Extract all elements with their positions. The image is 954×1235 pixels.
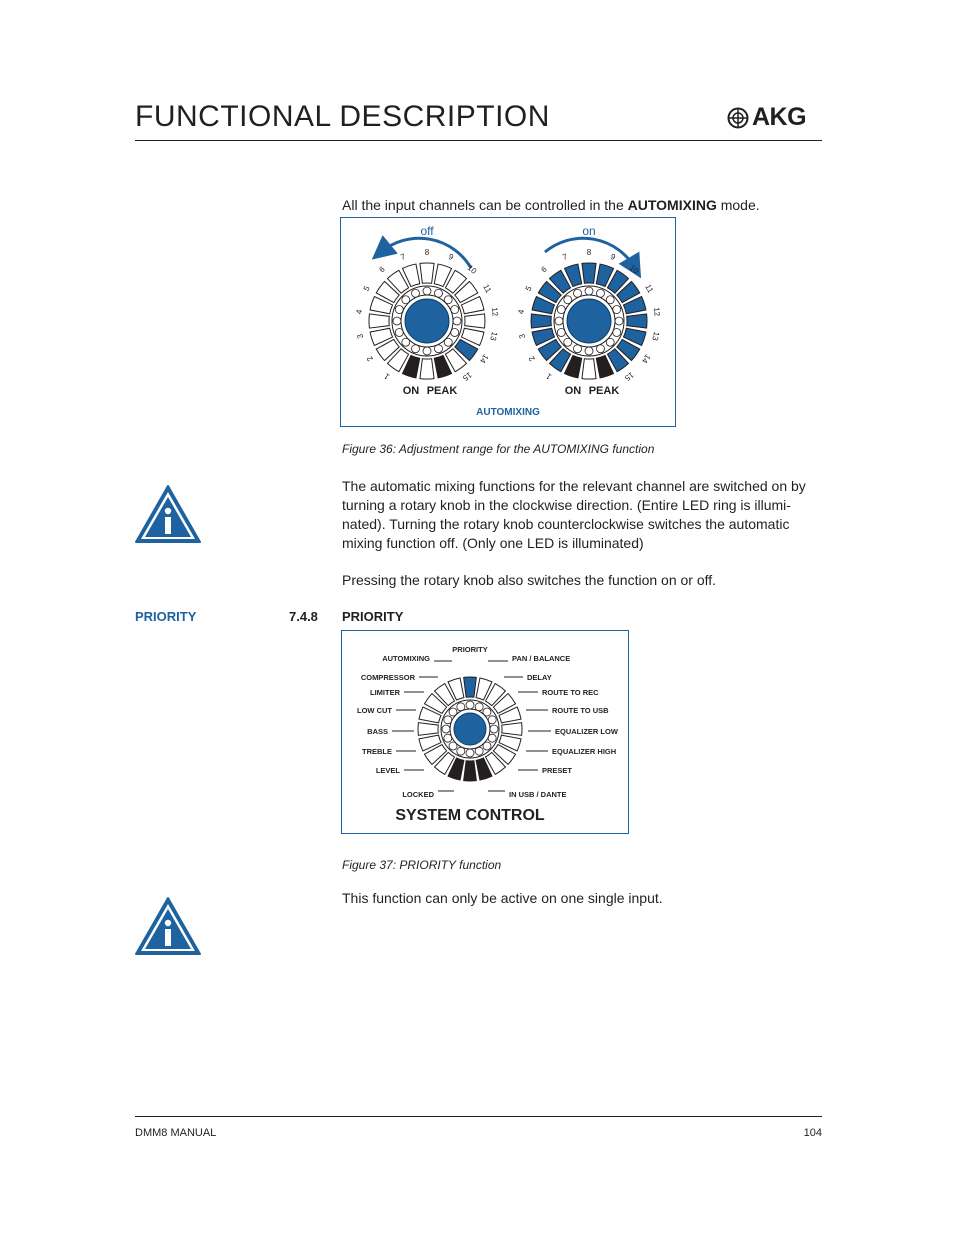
knob-ridge <box>423 287 431 295</box>
knob-ridge <box>442 725 450 733</box>
intro-paragraph <box>342 196 822 215</box>
scale-number: 15 <box>460 370 474 383</box>
scale-number: 3 <box>517 333 528 340</box>
note-1-line: nated). Turning the rotary knob counterclockwise switches the automatic <box>342 516 790 532</box>
figure-36-box <box>340 217 676 427</box>
knob-ridge <box>490 725 498 733</box>
label-equalizer-low: EQUALIZER LOW <box>555 727 618 736</box>
peak-led-label-right: PEAK <box>588 385 620 397</box>
section-number: 7.4.8 <box>289 609 318 624</box>
system-control-diagram <box>342 631 628 833</box>
off-label: off <box>420 224 434 238</box>
automixing-diagram <box>341 218 675 426</box>
automixing-label: AUTOMIXING <box>476 407 540 418</box>
scale-number: 4 <box>354 309 364 315</box>
led-segment <box>582 359 596 379</box>
knob-ridge <box>585 287 593 295</box>
knob-cap <box>454 713 486 745</box>
label-equalizer-high: EQUALIZER HIGH <box>552 747 617 756</box>
intro-bold: AUTOMIXING <box>627 197 717 213</box>
knob-cap <box>405 299 449 343</box>
on-led-label-left: ON <box>402 385 420 397</box>
system-control-knob <box>418 677 522 781</box>
led-segment <box>531 314 551 328</box>
note-1-line: turning a rotary knob in the clockwise direction. (Entire LED ring is illumi- <box>342 497 791 513</box>
scale-number: 11 <box>481 282 494 295</box>
scale-number: 4 <box>516 309 526 315</box>
intro-text: All the input channels can be controlled in the <box>342 197 628 213</box>
led-segment <box>464 677 477 697</box>
scale-number: 14 <box>477 352 491 365</box>
knob-cap <box>567 299 611 343</box>
led-segment <box>582 263 596 283</box>
scale-number: 7 <box>399 251 407 262</box>
scale-number: 10 <box>465 263 479 276</box>
header-divider <box>135 140 822 141</box>
scale-number: 9 <box>447 251 455 262</box>
scale-number: 8 <box>424 248 430 258</box>
scale-number: 2 <box>526 354 537 364</box>
scale-number: 2 <box>364 354 375 364</box>
label-in-usb-dante: IN USB / DANTE <box>509 790 567 799</box>
label-preset: PRESET <box>542 766 573 775</box>
led-segment <box>627 314 647 328</box>
info-icon <box>134 896 202 956</box>
knob-ridge <box>453 317 461 325</box>
led-segment <box>420 263 434 283</box>
scale-number: 14 <box>639 352 653 365</box>
intro-text-end: mode. <box>716 197 760 213</box>
scale-number: 6 <box>377 264 387 275</box>
note-1-line: The automatic mixing functions for the relevant channel are switched on by <box>342 478 806 494</box>
side-heading-priority: PRIORITY <box>135 609 197 624</box>
knob-ridge <box>615 317 623 325</box>
figure-37-caption: Figure 37: PRIORITY function <box>342 858 502 872</box>
knob-ridge <box>466 749 474 757</box>
led-segment <box>369 314 389 328</box>
page-title: FUNCTIONAL DESCRIPTION <box>135 100 550 133</box>
label-route-to-rec: ROUTE TO REC <box>542 688 599 697</box>
led-segment <box>465 314 485 328</box>
knob-ridge <box>423 347 431 355</box>
footer-page-number: 104 <box>803 1127 822 1139</box>
led-segment <box>418 723 438 736</box>
scale-number: 10 <box>627 263 641 276</box>
label-priority: PRIORITY <box>452 645 488 654</box>
scale-number: 5 <box>523 284 534 293</box>
label-delay: DELAY <box>527 673 552 682</box>
scale-number: 1 <box>544 371 554 382</box>
scale-number: 9 <box>609 251 617 262</box>
led-segment <box>464 761 477 781</box>
knob-off <box>354 248 499 383</box>
led-segment <box>420 359 434 379</box>
label-level: LEVEL <box>375 766 400 775</box>
footer-divider <box>135 1116 822 1117</box>
scale-number: 7 <box>561 251 569 262</box>
scale-number: 6 <box>539 264 549 275</box>
knob-on <box>516 248 661 383</box>
scale-number: 13 <box>488 330 500 342</box>
scale-number: 15 <box>622 370 636 383</box>
label-pan-balance: PAN / BALANCE <box>512 654 571 663</box>
label-compressor: COMPRESSOR <box>360 673 415 682</box>
knob-ridge <box>466 701 474 709</box>
label-locked: LOCKED <box>402 790 434 799</box>
figure-37-box <box>341 630 629 834</box>
note-2-paragraph: This function can only be active on one single input. <box>342 890 663 906</box>
figure-36-caption: Figure 36: Adjustment range for the AUTOMIXING function <box>342 442 655 456</box>
knob-ridge <box>555 317 563 325</box>
on-label: on <box>582 224 596 238</box>
scale-number: 13 <box>650 330 662 342</box>
scale-number: 3 <box>355 333 366 340</box>
info-icon <box>134 484 202 544</box>
scale-number: 11 <box>643 282 656 295</box>
footer-manual-name: DMM8 MANUAL <box>135 1127 217 1139</box>
scale-number: 5 <box>361 284 372 293</box>
akg-brand-text: AKG <box>752 103 807 131</box>
led-segment <box>502 723 522 736</box>
note-1-line: mixing function off. (Only one LED is illuminated) <box>342 535 644 551</box>
knob-ridge <box>585 347 593 355</box>
label-route-to-usb: ROUTE TO USB <box>552 706 609 715</box>
peak-led-label-left: PEAK <box>426 385 458 397</box>
label-low-cut: LOW CUT <box>357 706 392 715</box>
label-limiter: LIMITER <box>370 688 400 697</box>
scale-number: 12 <box>651 306 662 317</box>
scale-number: 12 <box>489 306 500 317</box>
system-control-title: SYSTEM CONTROL <box>395 807 545 824</box>
scale-number: 1 <box>382 371 392 382</box>
knob-ridge <box>393 317 401 325</box>
label-automixing: AUTOMIXING <box>382 654 430 663</box>
on-led-label-right: ON <box>564 385 582 397</box>
label-treble: TREBLE <box>362 747 392 756</box>
note-1-press-paragraph: Pressing the rotary knob also switches the function on or off. <box>342 572 717 588</box>
note-1-paragraph <box>342 477 822 553</box>
label-bass: BASS <box>367 727 388 736</box>
scale-number: 8 <box>586 248 592 258</box>
section-title: PRIORITY <box>342 609 404 624</box>
